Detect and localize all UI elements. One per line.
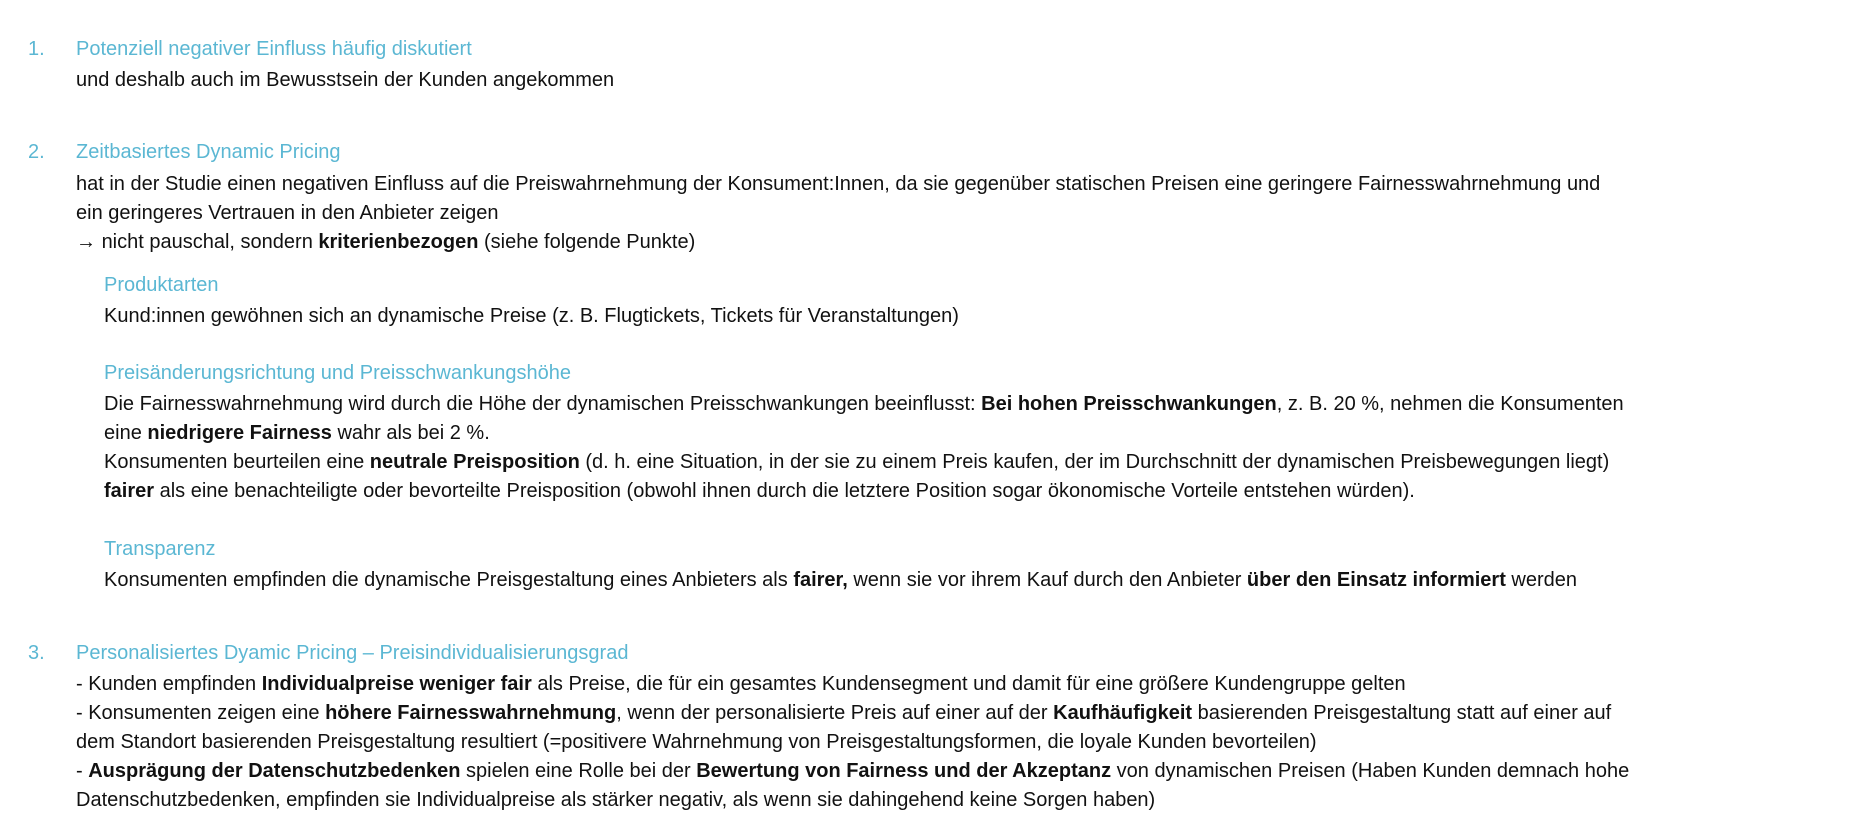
section-2-number: 2. bbox=[28, 141, 45, 163]
subsection-preisaenderung-line-3: Konsumenten beurteilen eine neutrale Preisposition (d. h. eine Situation, in der sie zu einem Preis kaufen, der im Durchschnitt der dynamischen Preisbewegungen liegt) bbox=[104, 451, 1610, 473]
section-2-heading: Zeitbasiertes Dynamic Pricing bbox=[76, 141, 341, 163]
subsection-preisaenderung-line-2: eine niedrigere Fairness wahr als bei 2 %. bbox=[104, 422, 490, 444]
section-1-number: 1. bbox=[28, 38, 45, 60]
subsection-transparenz-line-1: Konsumenten empfinden die dynamische Preisgestaltung eines Anbieters als fairer, wenn sie vor ihrem Kauf durch den Anbieter über den Einsatz informiert werden bbox=[104, 569, 1578, 591]
section-3-line-2: - Konsumenten zeigen eine höhere Fairnesswahrnehmung, wenn der personalisierte Preis auf einer auf der Kaufhäufigkeit basierenden Preisgestaltung statt auf einer auf bbox=[76, 702, 1612, 724]
section-3-line-1: - Kunden empfinden Individualpreise weniger fair als Preise, die für ein gesamtes Kundensegment und damit für eine größere Kundengruppe gelten bbox=[76, 673, 1406, 695]
section-2-line-1: hat in der Studie einen negativen Einfluss auf die Preiswahrnehmung der Konsument:Innen, da sie gegenüber statischen Preisen eine geringere Fairnesswahrnehmung und bbox=[76, 173, 1601, 195]
section-2-arrow-line: → nicht pauschal, sondern kriterienbezogen (siehe folgende Punkte) bbox=[76, 231, 696, 253]
subsection-preisaenderung-line-1: Die Fairnesswahrnehmung wird durch die Höhe der dynamischen Preisschwankungen beeinflusst: Bei hohen Preisschwankungen, z. B. 20 %, nehmen die Konsumenten bbox=[104, 393, 1624, 415]
section-3-heading: Personalisiertes Dyamic Pricing – Preisindividualisierungsgrad bbox=[76, 642, 629, 664]
section-3-line-3: dem Standort basierenden Preisgestaltung resultiert (=positivere Wahrnehmung von Preisgestaltungsformen, die loyale Kunden bevorteilen) bbox=[76, 731, 1317, 753]
section-3-line-5: Datenschutzbedenken, empfinden sie Individualpreise als stärker negativ, als wenn sie dahingehend keine Sorgen haben) bbox=[76, 789, 1156, 811]
section-2-line-2: ein geringeres Vertrauen in den Anbieter zeigen bbox=[76, 202, 499, 224]
subsection-preisaenderung-line-4: fairer als eine benachteiligte oder bevorteilte Preisposition (obwohl ihnen durch die letztere Position sogar ökonomische Vorteile entstehen würden). bbox=[104, 480, 1415, 502]
subsection-produktarten-heading: Produktarten bbox=[104, 274, 219, 296]
section-1-line-1: und deshalb auch im Bewusstsein der Kunden angekommen bbox=[76, 69, 615, 91]
section-1-heading: Potenziell negativer Einfluss häufig diskutiert bbox=[76, 38, 472, 60]
section-3-line-4: - Ausprägung der Datenschutzbedenken spielen eine Rolle bei der Bewertung von Fairness und der Akzeptanz von dynamischen Preisen (Haben Kunden demnach hohe bbox=[76, 760, 1630, 782]
subsection-produktarten-text: Kund:innen gewöhnen sich an dynamische Preise (z. B. Flugtickets, Tickets für Veranstaltungen) bbox=[104, 305, 959, 327]
arrow-right-icon: → bbox=[76, 231, 96, 253]
section-3-number: 3. bbox=[28, 642, 45, 664]
subsection-preisaenderung-heading: Preisänderungsrichtung und Preisschwankungshöhe bbox=[104, 362, 571, 384]
subsection-transparenz-heading: Transparenz bbox=[104, 538, 216, 560]
